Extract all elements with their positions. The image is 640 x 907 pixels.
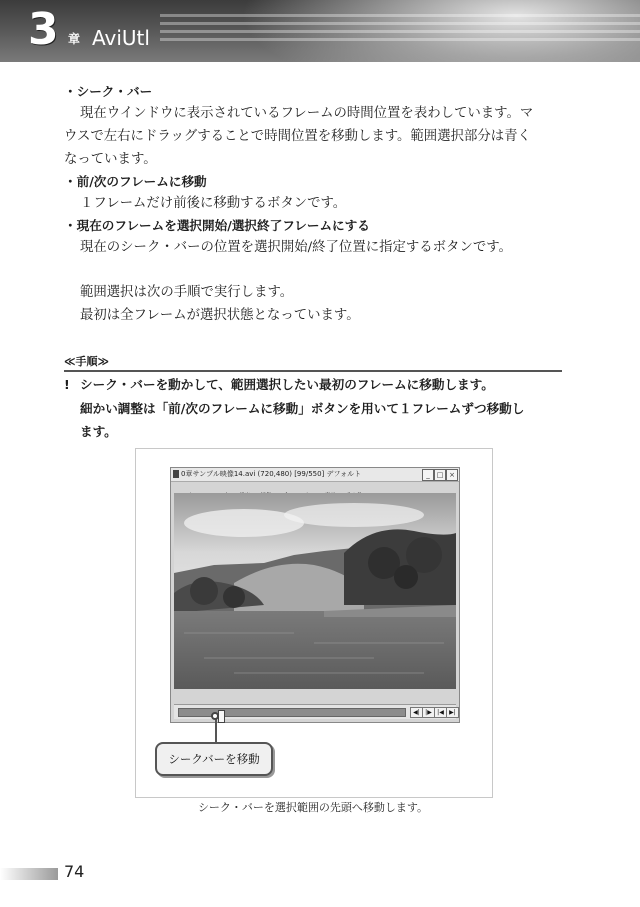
intro-line: 最初は全フレームが選択状態となっています。 bbox=[80, 308, 360, 323]
figure-caption: シーク・バーを選択範囲の先頭へ移動します。 bbox=[197, 801, 429, 814]
step-line: シーク・バーを動かして、範囲選択したい最初のフレームに移動します。 bbox=[80, 377, 494, 392]
app-icon bbox=[173, 470, 179, 478]
chapter-kanji: 章 bbox=[68, 32, 81, 46]
next-frame-button[interactable]: |▶ bbox=[422, 707, 435, 718]
chapter-header bbox=[0, 0, 640, 62]
section-line: １フレームだけ前後に移動するボタンです。 bbox=[80, 196, 347, 211]
procedure-heading bbox=[64, 350, 562, 372]
window-title: 0章サンプル映像14.avi (720,480) [99/550] デフォルト bbox=[181, 470, 362, 478]
close-button[interactable]: × bbox=[446, 469, 458, 481]
minimize-button[interactable]: _ bbox=[422, 469, 434, 481]
prev-frame-button[interactable]: ◀| bbox=[410, 707, 423, 718]
callout-label: シークバーを移動 bbox=[155, 742, 273, 776]
window-titlebar bbox=[171, 468, 459, 482]
section-line: 現在ウインドウに表示されているフレームの時間位置を表わしています。マ bbox=[80, 106, 534, 121]
footer-bar bbox=[0, 868, 58, 880]
aviutl-window bbox=[170, 467, 460, 723]
section-heading-select-frame: ・現在のフレームを選択開始/選択終了フレームにする bbox=[64, 218, 370, 233]
section-heading-seekbar: ・シーク・バー bbox=[64, 84, 153, 99]
step-line: 細かい調整は「前/次のフレームに移動」ボタンを用いて１フレームずつ移動し bbox=[80, 401, 525, 416]
section-heading-prev-next: ・前/次のフレームに移動 bbox=[64, 174, 207, 189]
landscape-image bbox=[174, 493, 456, 689]
section-line: ウスで左右にドラッグすることで時間位置を移動します。範囲選択部分は青く bbox=[64, 129, 531, 144]
set-end-frame-button[interactable]: ▶| bbox=[446, 707, 459, 718]
set-start-frame-button[interactable]: |◀ bbox=[434, 707, 447, 718]
section-line: なっています。 bbox=[64, 152, 157, 167]
intro-line: 範囲選択は次の手順で実行します。 bbox=[80, 285, 294, 300]
callout-dot bbox=[211, 712, 219, 720]
procedure-label: ≪手順≫ bbox=[64, 355, 110, 368]
step-line: ます。 bbox=[80, 424, 117, 439]
chapter-number: 3 bbox=[28, 4, 59, 55]
menu-bar bbox=[171, 482, 459, 492]
video-preview bbox=[174, 493, 456, 689]
chapter-title: AviUtl bbox=[92, 26, 150, 50]
section-line: 現在のシーク・バーの位置を選択開始/終了位置に指定するボタンです。 bbox=[80, 240, 512, 255]
seek-handle[interactable] bbox=[218, 710, 225, 723]
step-marker: ! bbox=[64, 377, 70, 392]
maximize-button[interactable]: □ bbox=[434, 469, 446, 481]
page-number: 74 bbox=[64, 862, 85, 881]
header-lines bbox=[160, 14, 640, 54]
